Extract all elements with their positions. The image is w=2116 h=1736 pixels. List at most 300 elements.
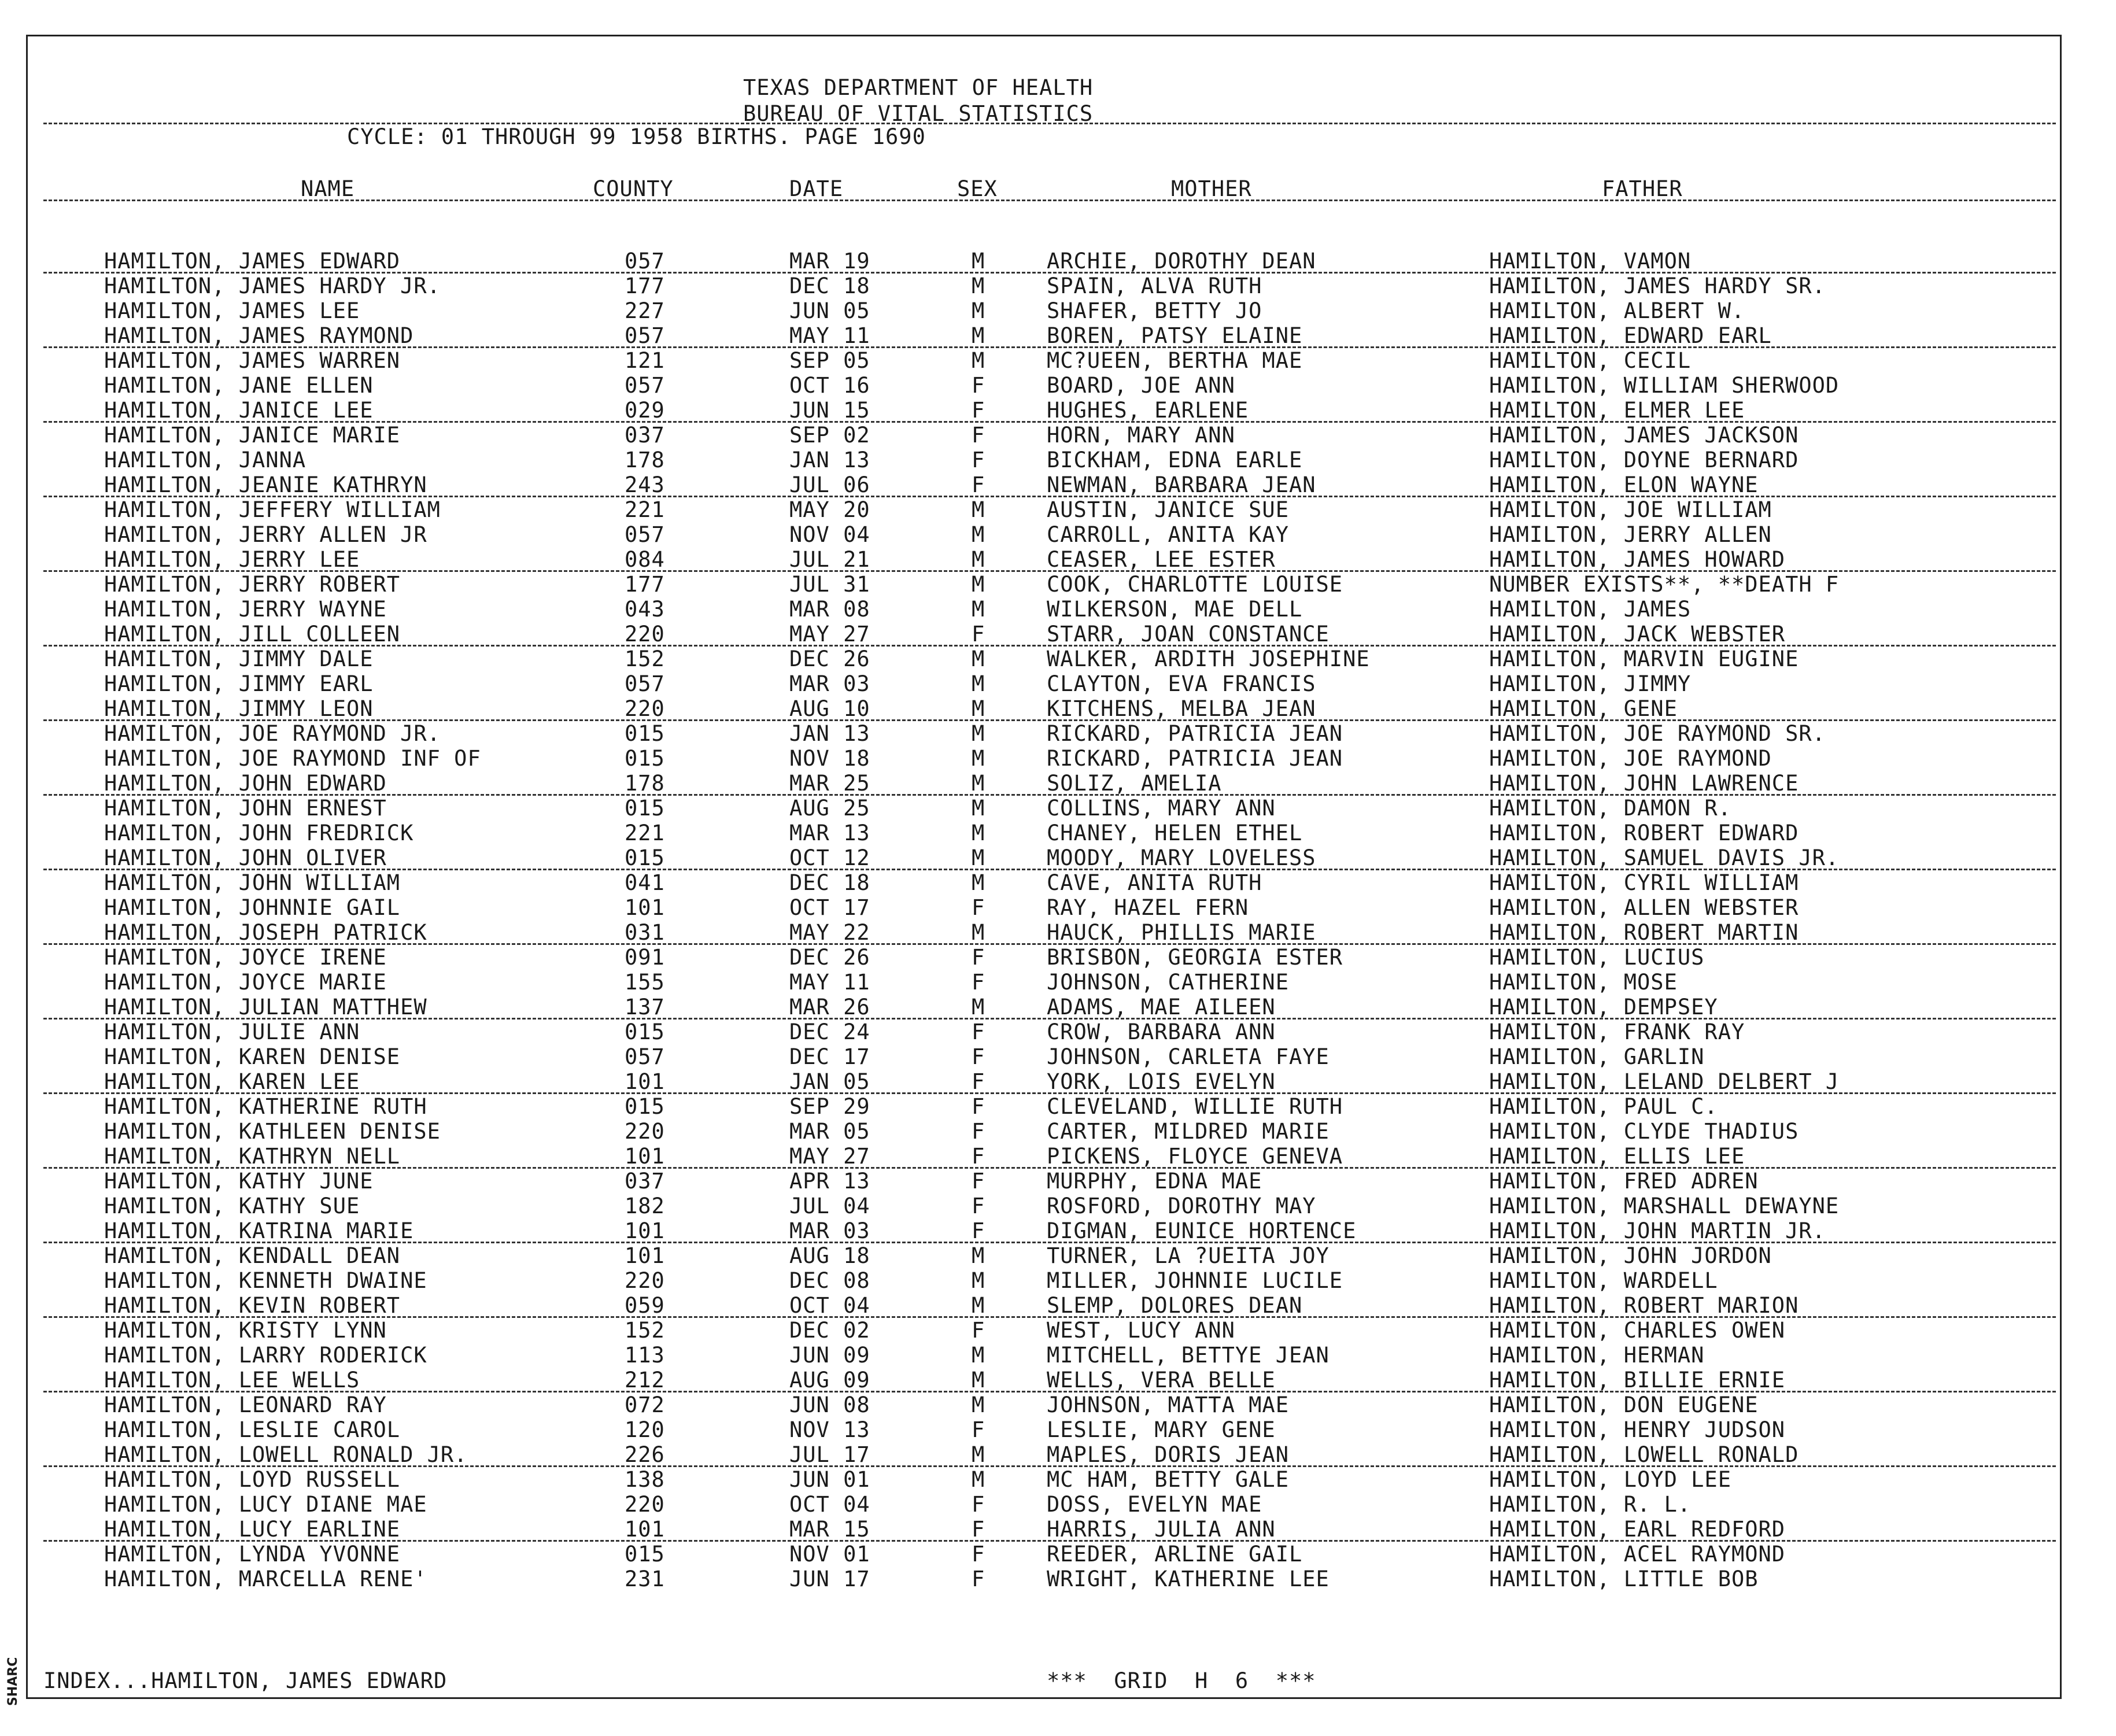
cell-mother: KITCHENS, MELBA JEAN: [1047, 696, 1316, 721]
cell-county: 057: [625, 373, 665, 398]
cell-county: 015: [625, 1020, 665, 1044]
cell-date: DEC 26: [789, 945, 870, 970]
cell-date: OCT 04: [789, 1492, 870, 1517]
cell-mother: DOSS, EVELYN MAE: [1047, 1492, 1262, 1517]
cell-father: HAMILTON, MOSE: [1489, 970, 1678, 995]
cell-sex: F: [972, 1094, 985, 1119]
cell-sex: F: [972, 448, 985, 472]
cell-mother: ROSFORD, DOROTHY MAY: [1047, 1194, 1316, 1218]
cell-date: MAY 27: [789, 622, 870, 647]
cell-father: HAMILTON, DEMPSEY: [1489, 995, 1718, 1020]
cell-father: HAMILTON, JAMES JACKSON: [1489, 423, 1799, 448]
cell-date: DEC 02: [789, 1318, 870, 1343]
cell-mother: CEASER, LEE ESTER: [1047, 547, 1276, 572]
col-mother-header: MOTHER: [1171, 176, 1252, 201]
cell-date: JAN 05: [789, 1069, 870, 1094]
cell-county: 101: [625, 1069, 665, 1094]
cell-father: HAMILTON, CYRIL WILLIAM: [1489, 870, 1799, 895]
cell-date: NOV 18: [789, 746, 870, 771]
cell-county: 037: [625, 423, 665, 448]
cell-county: 057: [625, 249, 665, 274]
cell-county: 177: [625, 572, 665, 597]
cell-name: HAMILTON, JOHN EDWARD: [104, 771, 387, 796]
cell-date: JUL 17: [789, 1442, 870, 1467]
cell-name: HAMILTON, JAMES WARREN: [104, 348, 401, 373]
cell-sex: F: [972, 1492, 985, 1517]
cell-name: HAMILTON, JIMMY LEON: [104, 696, 374, 721]
cell-county: 057: [625, 323, 665, 348]
cell-sex: M: [972, 1293, 985, 1318]
cell-mother: MC?UEEN, BERTHA MAE: [1047, 348, 1303, 373]
cell-sex: M: [972, 249, 985, 274]
cell-sex: M: [972, 547, 985, 572]
cell-sex: M: [972, 696, 985, 721]
cell-father: HAMILTON, ELLIS LEE: [1489, 1144, 1745, 1169]
cell-date: DEC 18: [789, 870, 870, 895]
cell-father: HAMILTON, VAMON: [1489, 249, 1692, 274]
cell-father: HAMILTON, MARVIN EUGINE: [1489, 647, 1799, 671]
cell-mother: LESLIE, MARY GENE: [1047, 1417, 1276, 1442]
cell-county: 101: [625, 1517, 665, 1542]
cell-date: OCT 12: [789, 845, 870, 870]
cell-name: HAMILTON, LOYD RUSSELL: [104, 1467, 401, 1492]
cell-county: 220: [625, 622, 665, 647]
cell-sex: F: [972, 970, 985, 995]
cell-date: OCT 04: [789, 1293, 870, 1318]
table-row: [0, 696, 2116, 721]
table-row: [0, 1194, 2116, 1218]
cell-father: HAMILTON, DAMON R.: [1489, 796, 1731, 821]
table-row: [0, 1318, 2116, 1343]
cell-sex: F: [972, 398, 985, 423]
table-row: [0, 1393, 2116, 1417]
cell-sex: F: [972, 1144, 985, 1169]
cell-sex: M: [972, 796, 985, 821]
table-row: [0, 249, 2116, 274]
cell-name: HAMILTON, KATRINA MARIE: [104, 1218, 414, 1243]
cell-mother: WEST, LUCY ANN: [1047, 1318, 1235, 1343]
cell-sex: M: [972, 920, 985, 945]
cell-county: 220: [625, 1492, 665, 1517]
cell-date: MAY 27: [789, 1144, 870, 1169]
cell-sex: F: [972, 1194, 985, 1218]
cell-mother: TURNER, LA ?UEITA JOY: [1047, 1243, 1330, 1268]
cell-date: MAR 03: [789, 671, 870, 696]
cell-date: JUN 15: [789, 398, 870, 423]
table-row: [0, 1368, 2116, 1393]
cell-father: HAMILTON, LOYD LEE: [1489, 1467, 1731, 1492]
cell-name: HAMILTON, KAREN DENISE: [104, 1044, 401, 1069]
table-row: [0, 1268, 2116, 1293]
cell-name: HAMILTON, KATHRYN NELL: [104, 1144, 401, 1169]
cell-mother: ARCHIE, DOROTHY DEAN: [1047, 249, 1316, 274]
cell-sex: M: [972, 771, 985, 796]
cell-sex: F: [972, 373, 985, 398]
table-row: [0, 1169, 2116, 1194]
cell-county: 059: [625, 1293, 665, 1318]
cell-father: HAMILTON, WILLIAM SHERWOOD: [1489, 373, 1840, 398]
index-footer: INDEX...HAMILTON, JAMES EDWARD: [43, 1668, 448, 1693]
table-row: [0, 597, 2116, 622]
cell-sex: F: [972, 1044, 985, 1069]
cell-date: MAR 15: [789, 1517, 870, 1542]
cell-father: HAMILTON, SAMUEL DAVIS JR.: [1489, 845, 1840, 870]
cell-date: DEC 26: [789, 647, 870, 671]
cell-mother: BRISBON, GEORGIA ESTER: [1047, 945, 1343, 970]
table-row: [0, 497, 2116, 522]
cell-father: HAMILTON, R. L.: [1489, 1492, 1692, 1517]
col-sex-header: SEX: [957, 176, 998, 201]
table-row: [0, 274, 2116, 298]
cell-father: HAMILTON, DOYNE BERNARD: [1489, 448, 1799, 472]
cell-sex: F: [972, 1020, 985, 1044]
cell-name: HAMILTON, KENNETH DWAINE: [104, 1268, 427, 1293]
cell-sex: M: [972, 1467, 985, 1492]
cell-county: 178: [625, 448, 665, 472]
cell-county: 015: [625, 1542, 665, 1567]
cell-mother: CARTER, MILDRED MARIE: [1047, 1119, 1330, 1144]
cell-father: HAMILTON, JACK WEBSTER: [1489, 622, 1786, 647]
cell-date: NOV 01: [789, 1542, 870, 1567]
table-row: [0, 1218, 2116, 1243]
cell-date: APR 13: [789, 1169, 870, 1194]
cell-name: HAMILTON, KENDALL DEAN: [104, 1243, 401, 1268]
cell-father: HAMILTON, LELAND DELBERT J: [1489, 1069, 1840, 1094]
header-agency: TEXAS DEPARTMENT OF HEALTH: [743, 75, 1094, 100]
cell-mother: CLAYTON, EVA FRANCIS: [1047, 671, 1316, 696]
cell-sex: M: [972, 1268, 985, 1293]
cell-date: DEC 18: [789, 274, 870, 298]
table-row: [0, 796, 2116, 821]
cell-date: MAY 20: [789, 497, 870, 522]
cell-sex: F: [972, 945, 985, 970]
cell-father: HAMILTON, ROBERT MARTIN: [1489, 920, 1799, 945]
cell-date: JAN 13: [789, 721, 870, 746]
table-row: [0, 1467, 2116, 1492]
cell-sex: F: [972, 1069, 985, 1094]
cell-date: OCT 17: [789, 895, 870, 920]
cell-county: 178: [625, 771, 665, 796]
cell-name: HAMILTON, JULIAN MATTHEW: [104, 995, 427, 1020]
cell-county: 015: [625, 1094, 665, 1119]
cell-sex: F: [972, 895, 985, 920]
table-row: [0, 348, 2116, 373]
cell-mother: MOODY, MARY LOVELESS: [1047, 845, 1316, 870]
cell-name: HAMILTON, LEE WELLS: [104, 1368, 360, 1393]
cell-sex: M: [972, 348, 985, 373]
cell-name: HAMILTON, KATHY SUE: [104, 1194, 360, 1218]
cell-name: HAMILTON, JERRY ROBERT: [104, 572, 401, 597]
grid-footer: *** GRID H 6 ***: [1047, 1668, 1316, 1693]
cell-father: HAMILTON, EDWARD EARL: [1489, 323, 1772, 348]
table-row: [0, 298, 2116, 323]
cell-county: 177: [625, 274, 665, 298]
cell-date: SEP 05: [789, 348, 870, 373]
cell-name: HAMILTON, LARRY RODERICK: [104, 1343, 427, 1368]
cell-mother: CROW, BARBARA ANN: [1047, 1020, 1276, 1044]
cell-sex: M: [972, 671, 985, 696]
cell-mother: MAPLES, DORIS JEAN: [1047, 1442, 1289, 1467]
cell-date: DEC 17: [789, 1044, 870, 1069]
table-row: [0, 771, 2116, 796]
table-row: [0, 398, 2116, 423]
cell-sex: M: [972, 995, 985, 1020]
cell-sex: M: [972, 845, 985, 870]
cell-name: HAMILTON, KEVIN ROBERT: [104, 1293, 401, 1318]
cell-name: HAMILTON, LEONARD RAY: [104, 1393, 387, 1417]
cell-county: 015: [625, 721, 665, 746]
table-row: [0, 1094, 2116, 1119]
cell-county: 037: [625, 1169, 665, 1194]
cell-county: 212: [625, 1368, 665, 1393]
cell-sex: F: [972, 1417, 985, 1442]
cell-sex: M: [972, 522, 985, 547]
cell-father: HAMILTON, ROBERT EDWARD: [1489, 821, 1799, 845]
cell-name: HAMILTON, JILL COLLEEN: [104, 622, 401, 647]
cell-father: HAMILTON, FRED ADREN: [1489, 1169, 1759, 1194]
cell-name: HAMILTON, JOHNNIE GAIL: [104, 895, 401, 920]
cell-date: NOV 04: [789, 522, 870, 547]
table-row: [0, 1442, 2116, 1467]
cell-name: HAMILTON, JERRY LEE: [104, 547, 360, 572]
cell-father: HAMILTON, LITTLE BOB: [1489, 1567, 1759, 1591]
cell-father: HAMILTON, MARSHALL DEWAYNE: [1489, 1194, 1840, 1218]
col-father-header: FATHER: [1602, 176, 1683, 201]
cell-father: HAMILTON, ALBERT W.: [1489, 298, 1745, 323]
table-row: [0, 1492, 2116, 1517]
cell-father: HAMILTON, JOE WILLIAM: [1489, 497, 1772, 522]
cell-name: HAMILTON, JOE RAYMOND INF OF: [104, 746, 481, 771]
cell-date: JAN 13: [789, 448, 870, 472]
cell-name: HAMILTON, JOHN OLIVER: [104, 845, 387, 870]
cell-name: HAMILTON, JOSEPH PATRICK: [104, 920, 427, 945]
cell-name: HAMILTON, JEFFERY WILLIAM: [104, 497, 441, 522]
cell-mother: DIGMAN, EUNICE HORTENCE: [1047, 1218, 1357, 1243]
cell-father: HAMILTON, JAMES: [1489, 597, 1692, 622]
cell-date: JUL 21: [789, 547, 870, 572]
cell-county: 043: [625, 597, 665, 622]
cell-father: HAMILTON, ELMER LEE: [1489, 398, 1745, 423]
cell-county: 152: [625, 1318, 665, 1343]
cell-name: HAMILTON, JOHN WILLIAM: [104, 870, 401, 895]
cell-name: HAMILTON, LUCY DIANE MAE: [104, 1492, 427, 1517]
cell-sex: F: [972, 1119, 985, 1144]
cell-mother: MILLER, JOHNNIE LUCILE: [1047, 1268, 1343, 1293]
table-row: [0, 547, 2116, 572]
cell-name: HAMILTON, KATHLEEN DENISE: [104, 1119, 441, 1144]
cell-sex: F: [972, 622, 985, 647]
cell-father: HAMILTON, JAMES HARDY SR.: [1489, 274, 1826, 298]
cell-mother: BOARD, JOE ANN: [1047, 373, 1235, 398]
cell-sex: F: [972, 1318, 985, 1343]
table-row: [0, 1293, 2116, 1318]
cell-name: HAMILTON, JOE RAYMOND JR.: [104, 721, 441, 746]
cell-county: 220: [625, 696, 665, 721]
cell-mother: SPAIN, ALVA RUTH: [1047, 274, 1262, 298]
cell-name: HAMILTON, JIMMY EARL: [104, 671, 374, 696]
cell-name: HAMILTON, JANICE LEE: [104, 398, 374, 423]
cell-county: 221: [625, 497, 665, 522]
cell-county: 084: [625, 547, 665, 572]
cell-mother: CLEVELAND, WILLIE RUTH: [1047, 1094, 1343, 1119]
table-row: [0, 1144, 2116, 1169]
cell-father: HAMILTON, FRANK RAY: [1489, 1020, 1745, 1044]
cell-mother: BICKHAM, EDNA EARLE: [1047, 448, 1303, 472]
table-row: [0, 1343, 2116, 1368]
cell-sex: M: [972, 721, 985, 746]
cell-sex: F: [972, 1517, 985, 1542]
cell-mother: SLEMP, DOLORES DEAN: [1047, 1293, 1303, 1318]
cell-father: HAMILTON, JERRY ALLEN: [1489, 522, 1772, 547]
cell-name: HAMILTON, KATHERINE RUTH: [104, 1094, 427, 1119]
cell-name: HAMILTON, JIMMY DALE: [104, 647, 374, 671]
cell-name: HAMILTON, JOYCE IRENE: [104, 945, 387, 970]
cell-mother: NEWMAN, BARBARA JEAN: [1047, 472, 1316, 497]
cell-sex: M: [972, 1393, 985, 1417]
side-stamp: SHARC: [6, 1657, 20, 1706]
cell-county: 101: [625, 1144, 665, 1169]
cell-father: HAMILTON, CLYDE THADIUS: [1489, 1119, 1799, 1144]
table-row: [0, 1567, 2116, 1591]
cell-sex: M: [972, 497, 985, 522]
cell-father: HAMILTON, HENRY JUDSON: [1489, 1417, 1786, 1442]
cell-mother: HAUCK, PHILLIS MARIE: [1047, 920, 1316, 945]
cell-date: AUG 09: [789, 1368, 870, 1393]
cell-mother: BOREN, PATSY ELAINE: [1047, 323, 1303, 348]
table-row: [0, 1542, 2116, 1567]
cell-county: 029: [625, 398, 665, 423]
cell-mother: RAY, HAZEL FERN: [1047, 895, 1249, 920]
cell-county: 015: [625, 746, 665, 771]
table-row: [0, 970, 2116, 995]
cell-mother: REEDER, ARLINE GAIL: [1047, 1542, 1303, 1567]
cell-date: JUL 06: [789, 472, 870, 497]
cell-county: 226: [625, 1442, 665, 1467]
cell-mother: PICKENS, FLOYCE GENEVA: [1047, 1144, 1343, 1169]
table-row: [0, 1069, 2116, 1094]
cell-name: HAMILTON, JOHN ERNEST: [104, 796, 387, 821]
cell-county: 227: [625, 298, 665, 323]
cell-name: HAMILTON, LYNDA YVONNE: [104, 1542, 401, 1567]
cell-father: HAMILTON, EARL REDFORD: [1489, 1517, 1786, 1542]
table-row: [0, 622, 2116, 647]
cell-county: 101: [625, 895, 665, 920]
cell-county: 101: [625, 1243, 665, 1268]
cell-father: HAMILTON, GARLIN: [1489, 1044, 1705, 1069]
cell-sex: F: [972, 1169, 985, 1194]
table-row: [0, 721, 2116, 746]
cell-date: MAR 25: [789, 771, 870, 796]
table-row: [0, 572, 2116, 597]
cell-date: AUG 10: [789, 696, 870, 721]
cell-county: 057: [625, 522, 665, 547]
cell-date: DEC 24: [789, 1020, 870, 1044]
cell-county: 101: [625, 1218, 665, 1243]
cell-sex: M: [972, 1442, 985, 1467]
cell-county: 121: [625, 348, 665, 373]
cell-name: HAMILTON, JANE ELLEN: [104, 373, 374, 398]
cell-date: MAY 22: [789, 920, 870, 945]
cell-mother: WALKER, ARDITH JOSEPHINE: [1047, 647, 1370, 671]
cell-sex: M: [972, 274, 985, 298]
cell-date: MAR 05: [789, 1119, 870, 1144]
cell-date: MAY 11: [789, 970, 870, 995]
table-row: [0, 821, 2116, 845]
cell-county: 120: [625, 1417, 665, 1442]
cell-date: MAR 03: [789, 1218, 870, 1243]
cell-mother: HUGHES, EARLENE: [1047, 398, 1249, 423]
cell-sex: F: [972, 1542, 985, 1567]
cell-name: HAMILTON, JAMES HARDY JR.: [104, 274, 441, 298]
cell-date: JUN 01: [789, 1467, 870, 1492]
cell-sex: M: [972, 572, 985, 597]
cell-date: OCT 16: [789, 373, 870, 398]
cell-father: HAMILTON, PAUL C.: [1489, 1094, 1718, 1119]
cell-mother: HARRIS, JULIA ANN: [1047, 1517, 1276, 1542]
table-row: [0, 1044, 2116, 1069]
cycle-line: CYCLE: 01 THROUGH 99 1958 BIRTHS. PAGE 1690: [347, 124, 926, 149]
cell-name: HAMILTON, JEANIE KATHRYN: [104, 472, 427, 497]
table-row: [0, 323, 2116, 348]
cell-sex: M: [972, 323, 985, 348]
cell-date: DEC 08: [789, 1268, 870, 1293]
cell-county: 015: [625, 796, 665, 821]
table-row: [0, 845, 2116, 870]
cell-mother: AUSTIN, JANICE SUE: [1047, 497, 1289, 522]
cell-county: 152: [625, 647, 665, 671]
cell-county: 243: [625, 472, 665, 497]
cell-father: HAMILTON, ALLEN WEBSTER: [1489, 895, 1799, 920]
cell-mother: HORN, MARY ANN: [1047, 423, 1235, 448]
cell-date: MAY 11: [789, 323, 870, 348]
cell-sex: M: [972, 597, 985, 622]
cell-mother: RICKARD, PATRICIA JEAN: [1047, 721, 1343, 746]
cell-name: HAMILTON, KATHY JUNE: [104, 1169, 374, 1194]
cell-sex: M: [972, 1368, 985, 1393]
cell-father: HAMILTON, LOWELL RONALD: [1489, 1442, 1799, 1467]
cell-county: 155: [625, 970, 665, 995]
table-row: [0, 448, 2116, 472]
cell-name: HAMILTON, JOYCE MARIE: [104, 970, 387, 995]
cell-sex: M: [972, 821, 985, 845]
cell-mother: JOHNSON, CATHERINE: [1047, 970, 1289, 995]
table-row: [0, 895, 2116, 920]
cell-father: HAMILTON, ELON WAYNE: [1489, 472, 1759, 497]
cell-name: HAMILTON, JOHN FREDRICK: [104, 821, 414, 845]
cell-mother: YORK, LOIS EVELYN: [1047, 1069, 1276, 1094]
cell-father: HAMILTON, GENE: [1489, 696, 1678, 721]
cell-father: HAMILTON, DON EUGENE: [1489, 1393, 1759, 1417]
col-name-header: NAME: [301, 176, 355, 201]
cell-mother: CARROLL, ANITA KAY: [1047, 522, 1289, 547]
cell-mother: SHAFER, BETTY JO: [1047, 298, 1262, 323]
cell-father: HAMILTON, JOHN JORDON: [1489, 1243, 1772, 1268]
cell-county: 113: [625, 1343, 665, 1368]
cell-sex: F: [972, 472, 985, 497]
table-row: [0, 647, 2116, 671]
cell-name: HAMILTON, KAREN LEE: [104, 1069, 360, 1094]
cell-county: 072: [625, 1393, 665, 1417]
cell-mother: CAVE, ANITA RUTH: [1047, 870, 1262, 895]
col-county-header: COUNTY: [593, 176, 674, 201]
cell-county: 220: [625, 1268, 665, 1293]
cell-date: MAR 08: [789, 597, 870, 622]
cell-date: MAR 26: [789, 995, 870, 1020]
table-row: [0, 945, 2116, 970]
cell-county: 057: [625, 671, 665, 696]
cell-name: HAMILTON, MARCELLA RENE': [104, 1567, 427, 1591]
cell-name: HAMILTON, JANNA: [104, 448, 306, 472]
